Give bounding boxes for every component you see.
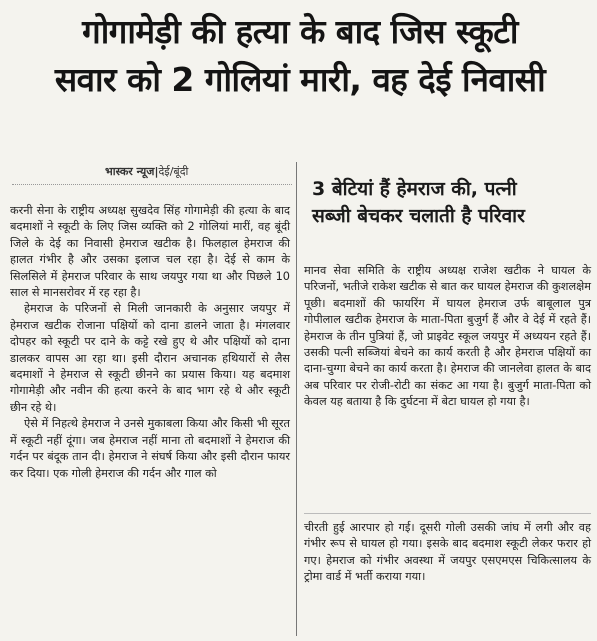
right-column-bottom bbox=[304, 520, 591, 586]
subheadline-line-2: सब्जी बेचकर चलाती है परिवार bbox=[312, 205, 525, 227]
subheadline-line-1: 3 बेटियां हैं हेमराज की, पत्नी bbox=[312, 178, 517, 200]
headline-line-1: गोगामेड़ी की हत्या के बाद जिस स्कूटी bbox=[82, 12, 518, 51]
right-column-top bbox=[304, 263, 591, 411]
left-column bbox=[10, 203, 290, 482]
left-paragraph-3: ऐसे में निहत्थे हेमराज ने उनसे मुकाबला किया और किसी भी सूरत में स्कूटी नहीं दूंगा। जब हेमराज नहीं माना तो बदमाशों ने हेमराज की गर्दन पर बंदूक तान दी। हेमराज ने संघर्ष किया और इसी दौरान फायर कर दिया। एक गोली हेमराज की गर्दन और गाल को bbox=[10, 417, 290, 480]
byline: भास्कर न्यूज|देई/बूंदी bbox=[105, 165, 189, 178]
left-paragraph-2: हेमराज के परिजनों से मिली जानकारी के अनुसार जयपुर में हेमराज खटीक रोजाना पक्षियों को दाना डालने जाता है। मंगलवार दोपहर को स्कूटी पर दाने के कट्टे रखे हुए थे और पक्षियों को दाना डालकर वापस आ रहा था। इसी दौरान अचानक हथियारों से लैस बदमाशों ने हेमराज से स्कूटी छीनने का प्रयास किया। यह बदमाश गोगामेड़ी और नवीन की हत्या करने के बाद भाग रहे थे और स्कूटी छीन रहे थे। bbox=[10, 302, 290, 414]
byline-rule bbox=[12, 184, 292, 185]
right-section-rule bbox=[304, 513, 591, 514]
left-paragraph-1: करनी सेना के राष्ट्रीय अध्यक्ष सुखदेव सिंह गोगामेड़ी की हत्या के बाद बदमाशों ने स्कूटी के लिए जिस व्यक्ति को 2 गोलियां मारीं, वह बूंदी जिले के देई का निवासी हेमराज खटीक है। फिलहाल हेमराज की हालत गंभीर है और उसका इलाज चल रहा है। देई से काम के सिलसिले में हेमराज परिवार के साथ जयपुर गया था और पिछले 10 साल से मानसरोवर में रह रहा है। bbox=[10, 204, 290, 300]
byline-place: देई/बूंदी bbox=[158, 165, 189, 178]
headline-line-2: सवार को 2 गोलियां मारी, वह देई निवासी bbox=[54, 60, 546, 99]
headline bbox=[10, 8, 590, 104]
byline-source: भास्कर न्यूज bbox=[105, 165, 155, 178]
subheadline bbox=[312, 176, 592, 230]
column-divider bbox=[296, 162, 297, 636]
right-paragraph-1: मानव सेवा समिति के राष्ट्रीय अध्यक्ष राजेश खटीक ने घायल के परिजनों, भतीजे राकेश खटीक से बात कर घायल हेमराज की कुशलक्षेम पूछी। बदमाशों की फायरिंग में घायल हेमराज उर्फ बाबूलाल पुत्र गोपीलाल खटीक हेमराज के माता-पिता बुजुर्ग हैं और वे देई में रहते हैं। हेमराज के तीन पुत्रियां हैं, जो प्राइवेट स्कूल जयपुर में अध्ययन रहते हैं। उसकी पत्नी सब्जियां बेचने का कार्य करती है और हेमराज पक्षियों का दाना-चुग्गा बेचने का कार्य करता है। हेमराज की जानलेवा हालत के बाद अब परिवार पर रोजी-रोटी का संकट आ गया है। बुजुर्ग माता-पिता को केवल यह बताया है कि दुर्घटना में बेटा घायल हो गया है। bbox=[304, 264, 591, 409]
right-paragraph-2: चीरती हुई आरपार हो गई। दूसरी गोली उसकी जांघ में लगी और वह गंभीर रूप से घायल हो गया। इसके बाद बदमाश स्कूटी लेकर फरार हो गए। हेमराज को गंभीर अवस्था में जयपुर एसएमएस चिकित्सालय के ट्रोमा वार्ड में भर्ती कराया गया। bbox=[304, 521, 591, 584]
